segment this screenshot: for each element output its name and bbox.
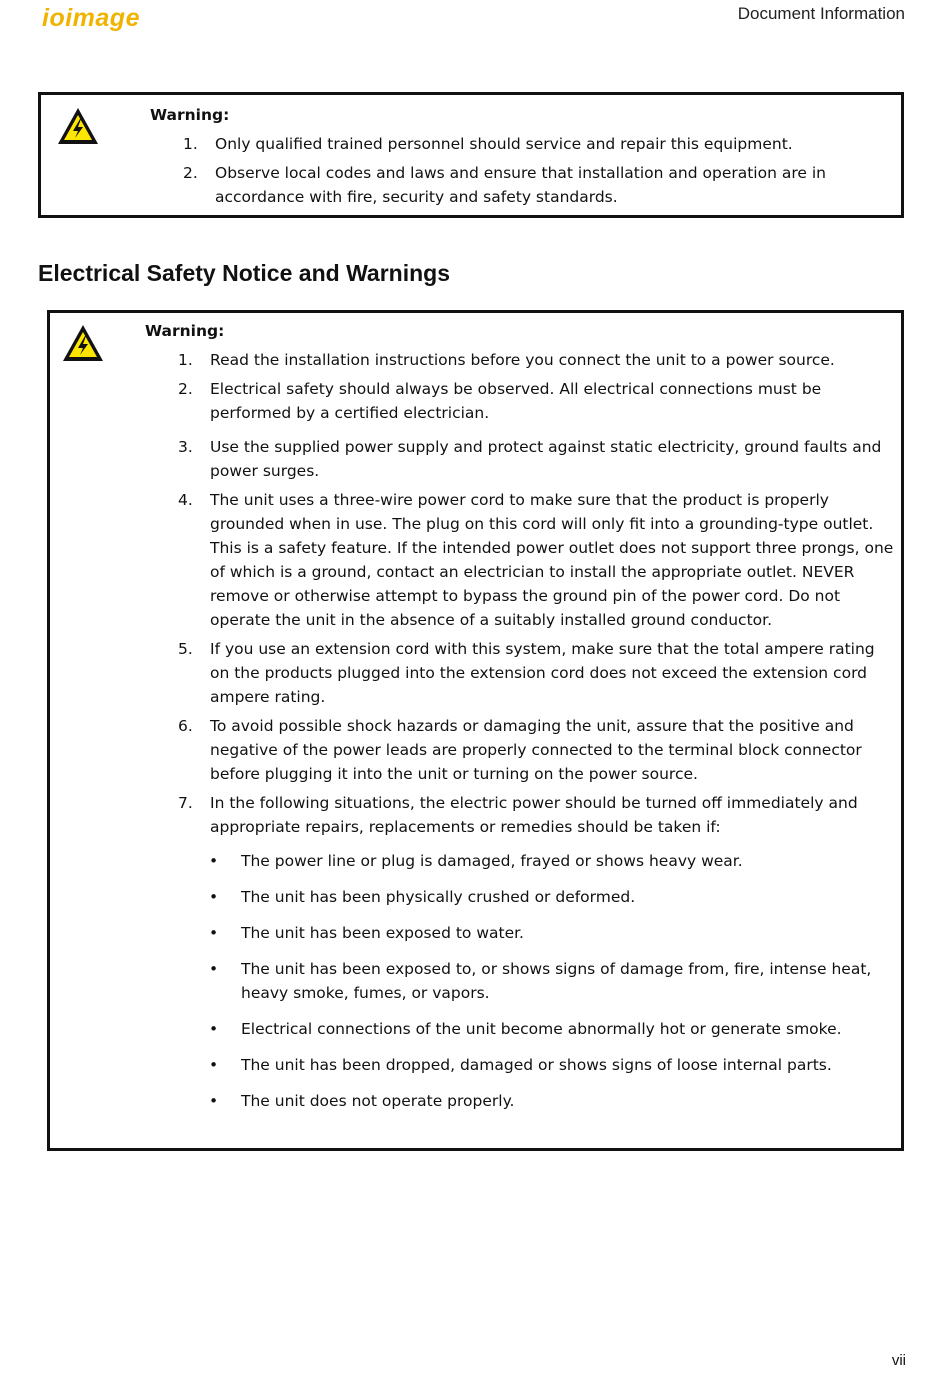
- list-item-text: Observe local codes and laws and ensure that installation and operation are in accordance with fire, security and safety standards.: [215, 164, 826, 206]
- list-item: [145, 348, 897, 372]
- list-item-text: Use the supplied power supply and protect against static electricity, ground faults and power surges.: [210, 438, 882, 480]
- list-item: [145, 714, 897, 786]
- bullet-text: The unit has been exposed to water.: [241, 924, 524, 942]
- bullet-icon: •: [209, 1092, 219, 1110]
- list-item-text: Electrical safety should always be observed. All electrical connections must be performed by a certified electrician.: [210, 380, 822, 422]
- bullet-item: [145, 1089, 897, 1113]
- list-item-number: 6.: [178, 717, 193, 735]
- high-voltage-warning-icon: [56, 106, 100, 146]
- list-item-number: 1.: [183, 135, 198, 153]
- bullet-icon: •: [209, 1020, 219, 1038]
- bullet-icon: •: [209, 960, 219, 978]
- warning-list: [145, 348, 897, 839]
- bullet-text: The power line or plug is damaged, frayed or shows heavy wear.: [241, 852, 743, 870]
- warning-content: [145, 319, 897, 1125]
- page-number: vii: [891, 1352, 906, 1369]
- bullet-item: [145, 957, 897, 1005]
- list-item-text: In the following situations, the electric power should be turned off immediately and appropriate repairs, replacements or remedies should be taken if:: [210, 794, 858, 836]
- bullet-icon: •: [209, 1056, 219, 1074]
- list-item: [145, 637, 897, 709]
- list-item-number: 5.: [178, 640, 193, 658]
- warning-title: Warning:: [145, 322, 225, 340]
- bullet-icon: •: [209, 852, 219, 870]
- warning-box-electrical: [47, 310, 904, 1151]
- list-item-number: 2.: [183, 164, 198, 182]
- list-item-number: 3.: [178, 438, 193, 456]
- list-item: [150, 161, 885, 209]
- list-item-number: 4.: [178, 491, 193, 509]
- bullet-item: [145, 1017, 897, 1041]
- header-section-title: Document Information: [737, 4, 905, 23]
- list-item-text: If you use an extension cord with this system, make sure that the total ampere rating on the products plugged into the extension cord does not exceed the extension cord ampere rating.: [210, 640, 875, 706]
- warning-title: Warning:: [150, 106, 230, 124]
- list-item-text: The unit uses a three-wire power cord to make sure that the product is properly grounded when in use. The plug on this cord will only fit into a grounding-type outlet. This is a safety feature. If the intended power outlet does not support three prongs, one of which is a ground, contact an electrician to install the appropriate outlet. NEVER remove or otherwise attempt to bypass the ground pin of the power cord. Do not operate the unit in the absence of a suitably installed ground conductor.: [210, 491, 894, 629]
- bullet-item: [145, 885, 897, 909]
- list-item: [145, 488, 897, 632]
- list-item-text: Read the installation instructions before you connect the unit to a power source.: [210, 351, 835, 369]
- warning-content: [150, 103, 885, 214]
- bullet-item: [145, 921, 897, 945]
- bullet-text: Electrical connections of the unit become abnormally hot or generate smoke.: [241, 1020, 842, 1038]
- warning-box-general: [38, 92, 904, 218]
- bullet-text: The unit has been physically crushed or deformed.: [241, 888, 636, 906]
- list-item: [145, 435, 897, 483]
- list-item-number: 2.: [178, 380, 193, 398]
- section-heading: Electrical Safety Notice and Warnings: [38, 260, 450, 286]
- list-item-text: Only qualified trained personnel should service and repair this equipment.: [215, 135, 793, 153]
- list-item: [150, 132, 885, 156]
- list-item: [145, 791, 897, 839]
- bullet-item: [145, 1053, 897, 1077]
- list-item: [145, 377, 897, 425]
- warning-list: [150, 132, 885, 209]
- bullet-text: The unit does not operate properly.: [241, 1092, 515, 1110]
- bullet-icon: •: [209, 924, 219, 942]
- bullet-icon: •: [209, 888, 219, 906]
- bullet-text: The unit has been exposed to, or shows signs of damage from, fire, intense heat, heavy smoke, fumes, or vapors.: [241, 960, 872, 1002]
- list-item-text: To avoid possible shock hazards or damaging the unit, assure that the positive and negative of the power leads are properly connected to the terminal block connector before plugging it into the unit or turning on the power source.: [210, 717, 862, 783]
- bullet-item: [145, 849, 897, 873]
- condition-bullet-list: [145, 849, 897, 1113]
- bullet-text: The unit has been dropped, damaged or shows signs of loose internal parts.: [241, 1056, 832, 1074]
- company-logo: ioimage: [42, 4, 140, 32]
- list-item-number: 7.: [178, 794, 193, 812]
- high-voltage-warning-icon: [61, 323, 105, 363]
- list-item-number: 1.: [178, 351, 193, 369]
